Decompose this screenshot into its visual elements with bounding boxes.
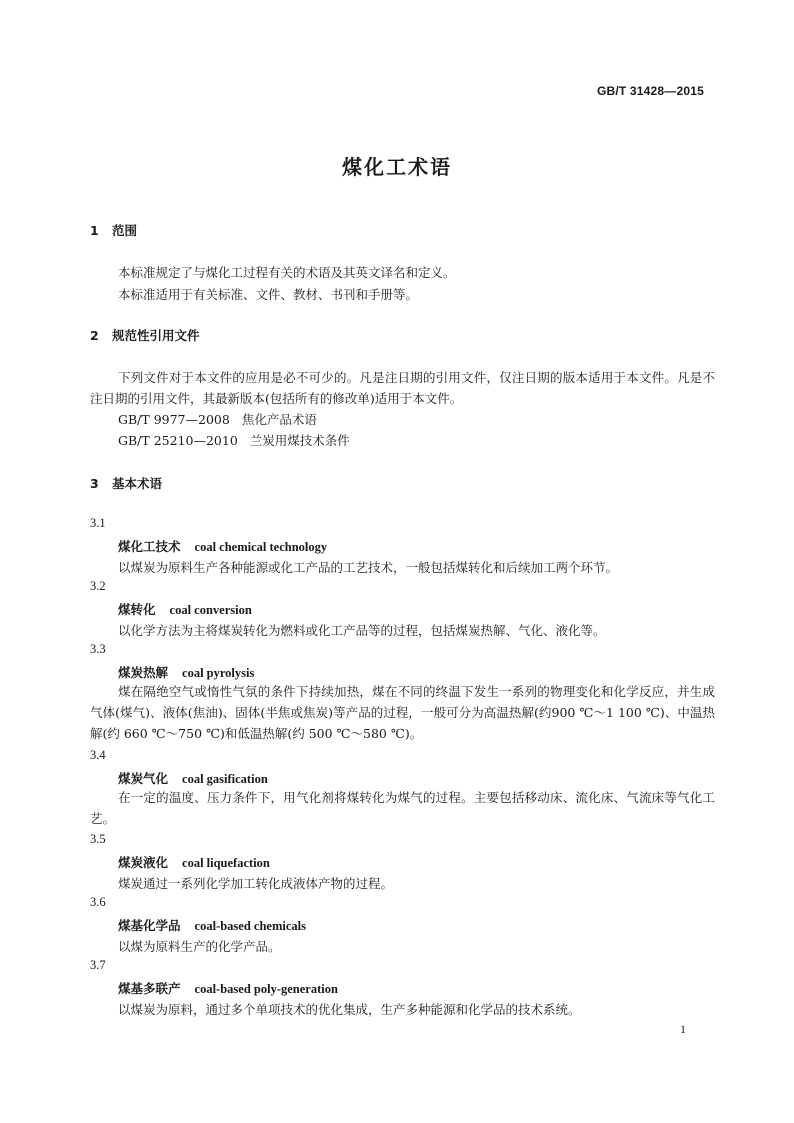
term-heading <box>118 600 252 618</box>
term-number: 3.3 <box>90 642 106 656</box>
section-number: 2 <box>90 328 99 343</box>
term-heading <box>118 769 268 787</box>
term-heading <box>118 979 338 997</box>
reference-code: GB/T 9977—2008 <box>118 412 230 427</box>
paragraph: 下列文件对于本文件的应用是必不可少的。凡是注日期的引用文件，仅注日期的版本适用于本文件。凡是不注日期的引用文件，其最新版本(包括所有的修改单)适用于本文件。 <box>90 370 715 406</box>
term-en: coal liquefaction <box>182 856 270 870</box>
term-definition: 在一定的温度、压力条件下，用气化剂将煤转化为煤气的过程。主要包括移动床、流化床、气流床等气化工艺。 <box>90 790 715 826</box>
term-heading <box>118 916 306 934</box>
term-en: coal-based poly-generation <box>194 982 338 996</box>
document-title: 煤化工术语 <box>342 155 452 179</box>
section-number: 1 <box>90 223 99 238</box>
section-number: 3 <box>90 476 99 491</box>
term-zh: 煤炭热解 <box>118 665 169 680</box>
term-definition: 煤在隔绝空气或惰性气氛的条件下持续加热，煤在不同的终温下发生一系列的物理变化和化学反应，并生成气体(煤气)、液体(焦油)、固体(半焦或焦炭)等产品的过程，一般可分为高温热解(约900 ℃～1 100 ℃)、中温热解(约 660 ℃～750 ℃)和低温热解(约 500 ℃～580 ℃)。 <box>90 684 715 741</box>
term-number: 3.2 <box>90 579 106 593</box>
term-number: 3.5 <box>90 832 106 846</box>
term-zh: 煤炭液化 <box>118 855 169 870</box>
term-number: 3.7 <box>90 958 106 972</box>
term-zh: 煤基多联产 <box>118 981 181 996</box>
reference-item <box>118 410 317 428</box>
section-3-heading <box>90 474 162 492</box>
term-en: coal conversion <box>169 603 252 617</box>
term-heading <box>118 537 327 555</box>
term-heading <box>118 853 270 871</box>
term-zh: 煤化工技术 <box>118 539 181 554</box>
reference-code: GB/T 25210—2010 <box>118 433 238 448</box>
term-definition: 以煤炭为原料，通过多个单项技术的优化集成，生产多种能源和化学品的技术系统。 <box>118 1002 581 1017</box>
section-title: 规范性引用文件 <box>112 328 200 343</box>
paragraph: 本标准适用于有关标准、文件、教材、书刊和手册等。 <box>118 287 419 302</box>
standard-code: GB/T 31428—2015 <box>596 84 704 98</box>
section-title: 基本术语 <box>112 476 163 491</box>
section-2-heading <box>90 326 200 344</box>
reference-title: 兰炭用煤技术条件 <box>249 433 350 448</box>
term-number: 3.4 <box>90 748 106 762</box>
term-zh: 煤炭气化 <box>118 771 169 786</box>
section-title: 范围 <box>112 223 138 238</box>
term-definition: 以煤炭为原料生产各种能源或化工产品的工艺技术，一般包括煤转化和后续加工两个环节。 <box>118 560 619 575</box>
paragraph: 本标准规定了与煤化工过程有关的术语及其英文译名和定义。 <box>118 265 456 280</box>
term-en: coal chemical technology <box>194 540 328 554</box>
term-number: 3.6 <box>90 895 106 909</box>
page-number: 1 <box>680 1022 686 1036</box>
section-1-heading <box>90 221 137 239</box>
term-heading <box>118 663 254 681</box>
term-zh: 煤基化学品 <box>118 918 181 933</box>
term-number: 3.1 <box>90 516 106 530</box>
reference-title: 焦化产品术语 <box>241 412 317 427</box>
term-zh: 煤转化 <box>118 602 156 617</box>
reference-item <box>118 431 350 449</box>
term-en: coal gasification <box>182 772 268 786</box>
term-en: coal pyrolysis <box>182 666 255 680</box>
term-definition: 以化学方法为主将煤炭转化为燃料或化工产品等的过程，包括煤炭热解、气化、液化等。 <box>118 623 606 638</box>
term-definition: 煤炭通过一系列化学加工转化成液体产物的过程。 <box>118 876 394 891</box>
term-en: coal-based chemicals <box>194 919 306 933</box>
term-definition: 以煤为原料生产的化学产品。 <box>118 939 281 954</box>
